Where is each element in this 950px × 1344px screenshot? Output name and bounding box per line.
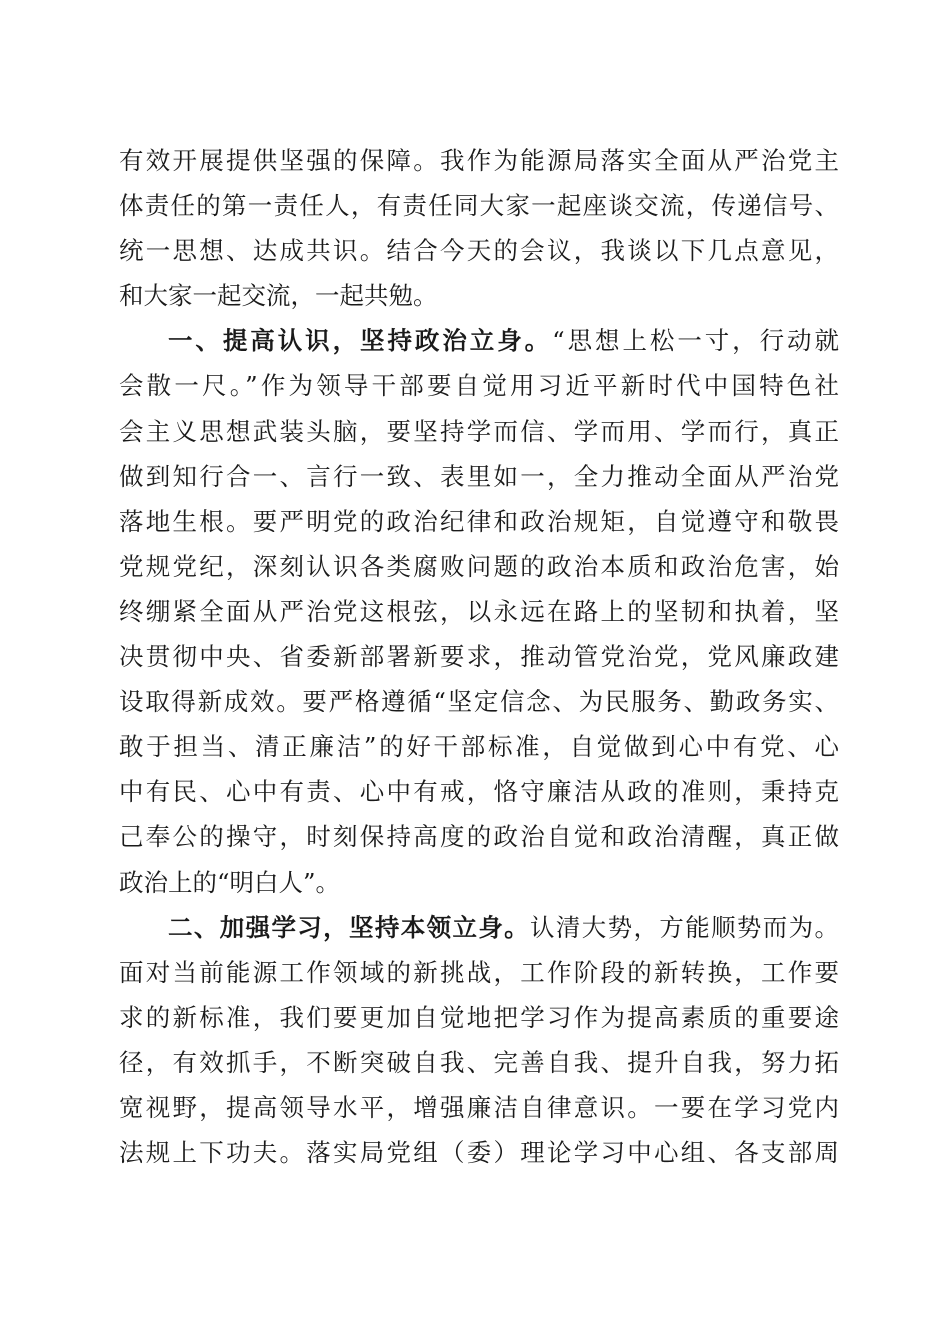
- text-line: 面对当前能源工作领域的新挑战，工作阶段的新转换，工作要: [119, 957, 839, 987]
- text-line: 会散一尺。”作为领导干部要自觉用习近平新时代中国特色社: [119, 371, 839, 401]
- text-line: 统一思想、达成共识。结合今天的会议，我谈以下几点意见，: [119, 236, 839, 266]
- text-line: 会主义思想武装头脑，要坚持学而信、学而用、学而行，真正: [119, 416, 839, 446]
- text-line: 政治上的“明白人”。: [119, 867, 341, 897]
- text-line: 径，有效抓手，不断突破自我、完善自我、提升自我，努力拓: [119, 1047, 839, 1077]
- text-line: 和大家一起交流，一起共勉。: [119, 281, 438, 311]
- text-line: 敢于担当、清正廉洁”的好干部标准，自觉做到心中有党、心: [119, 732, 839, 762]
- text-line: 党规党纪，深刻认识各类腐败问题的政治本质和政治危害，始: [119, 551, 839, 581]
- text-line: 己奉公的操守，时刻保持高度的政治自觉和政治清醒，真正做: [119, 822, 839, 852]
- section-heading: 一、提高认识，坚持政治立身。: [168, 326, 553, 356]
- text-line: 体责任的第一责任人，有责任同大家一起座谈交流，传递信号、: [119, 191, 839, 221]
- section-heading: 二、加强学习，坚持本领立身。: [168, 912, 531, 942]
- text-run: 认清大势，方能顺势而为。: [530, 912, 839, 942]
- document-body: [119, 138, 839, 1175]
- text-line: 设取得新成效。要严格遵循“坚定信念、为民服务、勤政务实、: [119, 687, 839, 717]
- section-heading-line: [119, 318, 839, 363]
- text-line: 决贯彻中央、省委新部署新要求，推动管党治党，党风廉政建: [119, 642, 839, 672]
- text-line: 中有民、心中有责、心中有戒，恪守廉洁从政的准则，秉持克: [119, 777, 839, 807]
- text-line: 求的新标准，我们要更加自觉地把学习作为提高素质的重要途: [119, 1002, 839, 1032]
- section-heading-line: [119, 905, 839, 950]
- text-line: 落地生根。要严明党的政治纪律和政治规矩，自觉遵守和敬畏: [119, 506, 839, 536]
- text-line: 有效开展提供坚强的保障。我作为能源局落实全面从严治党主: [119, 146, 839, 175]
- text-line: 宽视野，提高领导水平，增强廉洁自律意识。一要在学习党内: [119, 1092, 839, 1122]
- text-line: 法规上下功夫。落实局党组（委）理论学习中心组、各支部周: [119, 1138, 839, 1168]
- text-line: 做到知行合一、言行一致、表里如一，全力推动全面从严治党: [119, 461, 839, 491]
- text-line: 终绷紧全面从严治党这根弦，以永远在路上的坚韧和执着，坚: [119, 596, 839, 626]
- text-run: “思想上松一寸，行动就: [552, 326, 839, 356]
